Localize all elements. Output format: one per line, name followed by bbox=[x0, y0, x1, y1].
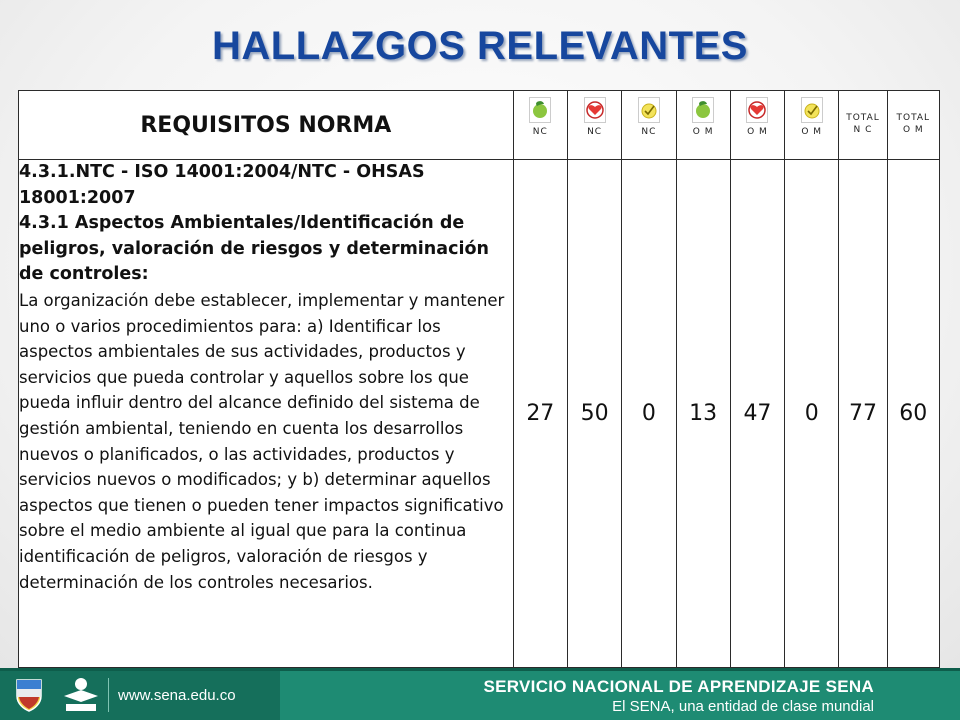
requirement-text bbox=[19, 160, 514, 668]
value-nc-health: 50 bbox=[567, 160, 621, 668]
organization-name: SERVICIO NACIONAL DE APRENDIZAJE SENA bbox=[483, 677, 874, 696]
findings-table bbox=[18, 90, 940, 668]
col-label: O M bbox=[801, 127, 823, 137]
col-header-nc-environment bbox=[513, 91, 567, 160]
value-om-health: 47 bbox=[730, 160, 784, 668]
value-nc-environment: 27 bbox=[513, 160, 567, 668]
organization-slogan: El SENA, una entidad de clase mundial bbox=[612, 698, 874, 715]
col-label: NC bbox=[532, 127, 548, 137]
value-om-quality: 0 bbox=[785, 160, 839, 668]
col-label: O M bbox=[692, 127, 714, 137]
table-row bbox=[19, 160, 940, 668]
col-label: TOTAL bbox=[846, 113, 880, 123]
col-label: NC bbox=[641, 127, 657, 137]
quality-check-icon bbox=[638, 97, 660, 123]
footer-separator bbox=[108, 678, 109, 712]
website-link[interactable]: www.sena.edu.co bbox=[118, 687, 236, 704]
col-label: TOTAL bbox=[896, 113, 931, 123]
sena-logo-icon bbox=[60, 674, 102, 714]
value-nc-quality: 0 bbox=[622, 160, 676, 668]
col-label: NC bbox=[587, 127, 603, 137]
col-label: O M bbox=[747, 127, 768, 137]
colombia-shield-icon bbox=[10, 676, 48, 714]
value-total-nc: 77 bbox=[839, 160, 887, 668]
page-title: HALLAZGOS RELEVANTES bbox=[212, 24, 748, 68]
health-heart-icon bbox=[746, 97, 768, 123]
col-header-total-om bbox=[887, 91, 939, 160]
environment-leaf-icon bbox=[529, 97, 551, 123]
value-om-environment: 13 bbox=[676, 160, 730, 668]
requirements-header: REQUISITOS NORMA bbox=[19, 91, 514, 160]
col-header-nc-quality bbox=[622, 91, 676, 160]
environment-leaf-icon bbox=[692, 97, 714, 123]
footer-bar bbox=[0, 668, 960, 720]
col-header-om-quality bbox=[785, 91, 839, 160]
col-header-om-health bbox=[730, 91, 784, 160]
col-sublabel: O M bbox=[902, 125, 924, 135]
col-header-total-nc bbox=[839, 91, 887, 160]
col-sublabel: N C bbox=[853, 125, 873, 135]
requirement-body: La organización debe establecer, implementar y mantener uno o varios procedimientos para: a) Identificar los aspectos ambientales de sus actividades, productos y servicios que pueda controlar y aquellos sobre los que pueda influir dentro del alcance definido del sistema de gestión ambiental, teniendo en cuenta los desarrollos nuevos o planificados, o las actividades, productos y servicios nuevos o modificados; y b) determinar aquellos aspectos que tienen o pueden tener impactos significativo sobre el medio ambiente al igual que para la continua identificación de peligros, valoración de riesgos y determinación de los controles necesarios. bbox=[19, 290, 505, 592]
quality-check-icon bbox=[801, 97, 823, 123]
requirement-title: 4.3.1 Aspectos Ambientales/Identificación de peligros, valoración de riesgos y determinación de controles: bbox=[19, 213, 489, 285]
requirement-standard: 4.3.1.NTC - ISO 14001:2004/NTC - OHSAS 18001:2007 bbox=[19, 162, 425, 208]
col-header-nc-health bbox=[567, 91, 621, 160]
health-heart-icon bbox=[584, 97, 606, 123]
col-header-om-environment bbox=[676, 91, 730, 160]
header-row bbox=[19, 91, 940, 160]
value-total-om: 60 bbox=[887, 160, 939, 668]
